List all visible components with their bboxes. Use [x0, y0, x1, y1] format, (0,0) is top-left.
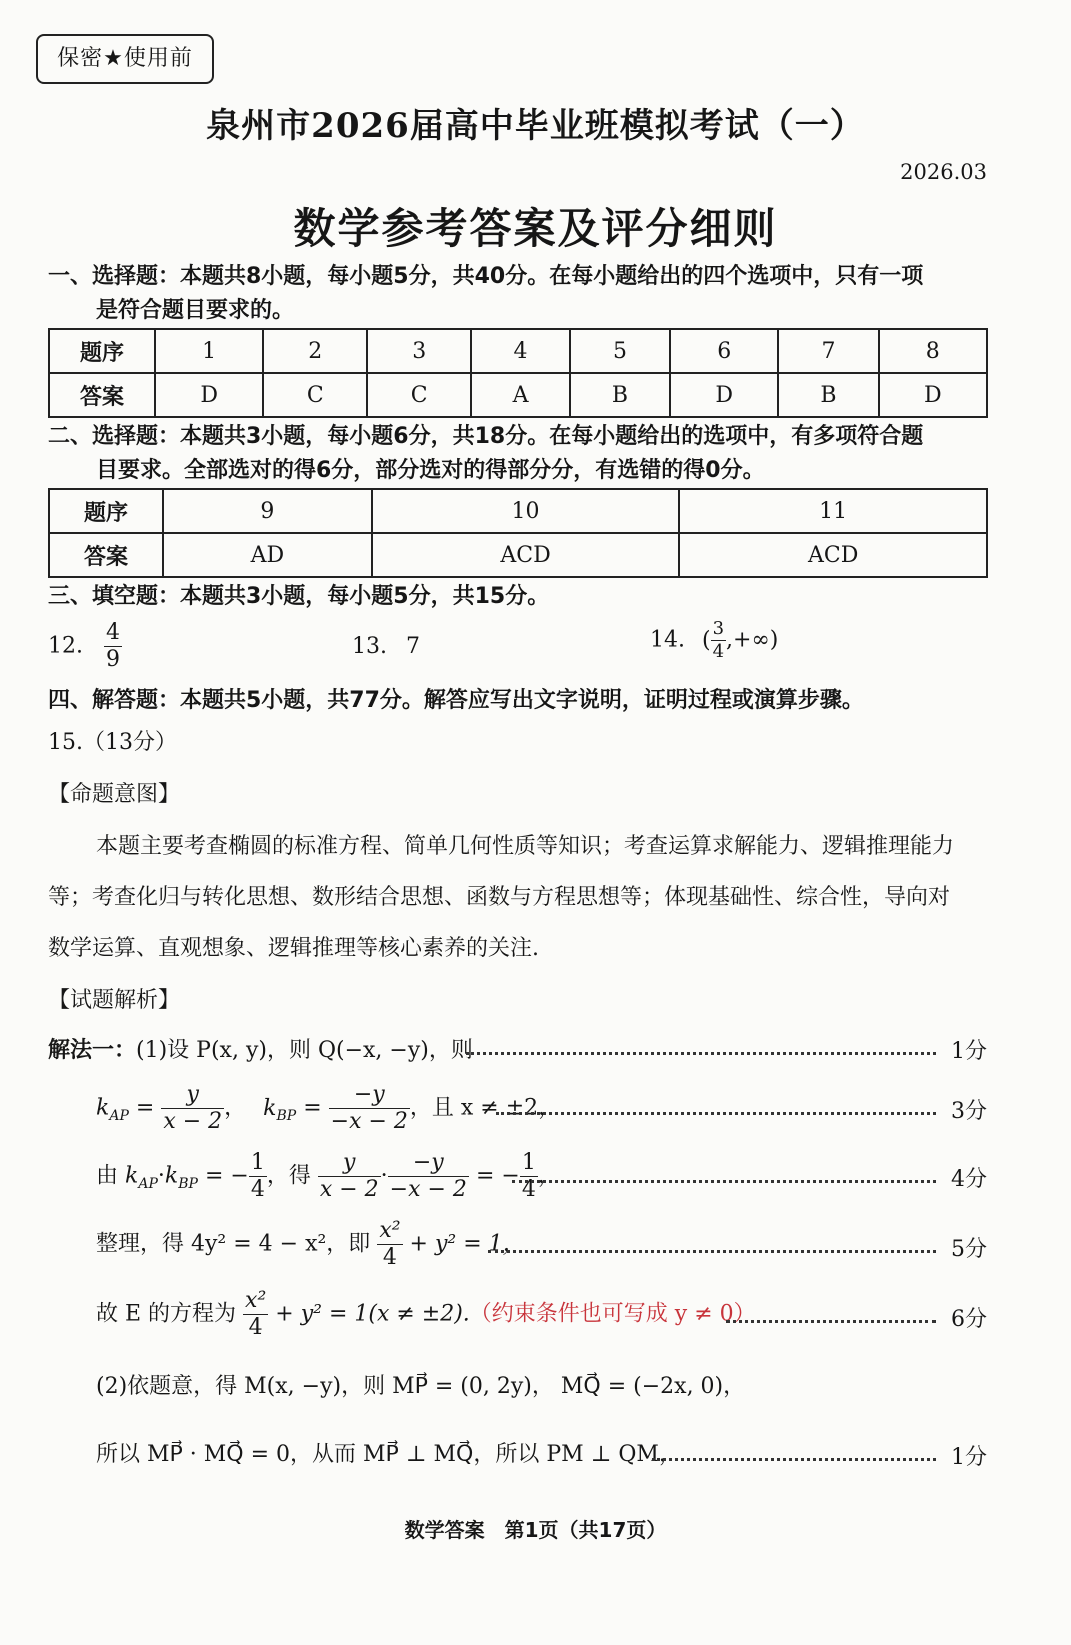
section1-answer-table — [48, 328, 988, 418]
question-number: 10 — [372, 489, 680, 533]
question-number: 9 — [163, 489, 372, 533]
numerator: y — [161, 1084, 224, 1109]
question-label: 12. — [48, 633, 83, 659]
question-number: 8 — [879, 329, 987, 373]
section1-line1: 一、选择题：本题共8小题，每小题5分，共40分。在每小题给出的四个选项中，只有一项 — [48, 264, 924, 289]
numerator: x² — [245, 1288, 267, 1313]
equals-sign: = − — [475, 1163, 520, 1189]
question-number: 1 — [155, 329, 263, 373]
solution-step-2: $k_{AP}$ = $\frac{y}{x - 2}$ ， $k_{BP}$ = $\frac{-y}{-x - 2}$ ，且 x ≠ ±2， — [96, 1082, 561, 1134]
numerator: x² — [379, 1218, 401, 1243]
numerator: 3 — [712, 618, 725, 639]
slope-fraction — [161, 1084, 224, 1133]
step-text: + y² = 1， — [409, 1231, 525, 1257]
solution-step-7: 所以 MP⃗ · MQ⃗ = 0，从而 MP⃗ ⊥ MQ⃗，所以 PM ⊥ QM， — [96, 1442, 681, 1467]
answer-cell: AD — [163, 533, 372, 577]
numerator: −y — [388, 1152, 469, 1177]
fraction — [318, 1152, 381, 1201]
question-15-label: 15.（13分） — [48, 730, 177, 755]
row-label-question: 题序 — [49, 329, 155, 373]
denominator: x − 2 — [319, 1177, 379, 1202]
slope-k: k — [164, 1163, 179, 1189]
dotted-leader — [488, 1250, 936, 1253]
page-footer: 数学答案 第1页（共17页） — [404, 1518, 667, 1542]
denominator: 4 — [248, 1315, 263, 1340]
slope-subscript: BP — [276, 1107, 297, 1124]
answer-value: 7 — [406, 634, 420, 659]
answer-cell: D — [670, 373, 778, 417]
answer-cell: D — [155, 373, 263, 417]
answer-fraction — [711, 620, 726, 661]
fraction — [377, 1220, 402, 1269]
question-number: 6 — [670, 329, 778, 373]
numerator: 1 — [250, 1150, 265, 1175]
interval-rest: ,+∞) — [726, 627, 779, 653]
answer-cell: C — [367, 373, 471, 417]
denominator: −x − 2 — [330, 1109, 408, 1134]
answer-cell: B — [778, 373, 878, 417]
step-text: 整理，得 4y² = 4 − x²，即 — [96, 1231, 371, 1257]
analysis-title: 【试题解析】 — [48, 988, 181, 1013]
intent-line: 本题主要考查椭圆的标准方程、简单几何性质等知识；考查运算求解能力、逻辑推理能力 — [96, 834, 955, 859]
question-number: 5 — [570, 329, 670, 373]
denominator: −x − 2 — [389, 1177, 467, 1202]
denominator: x − 2 — [163, 1109, 223, 1134]
slope-subscript: AP — [109, 1107, 129, 1124]
answer-cell: A — [471, 373, 570, 417]
slope-subscript: AP — [138, 1175, 158, 1192]
fraction — [520, 1152, 538, 1201]
step-text: ，得 — [266, 1163, 311, 1189]
section3-heading: 三、填空题：本题共3小题，每小题5分，共15分。 — [48, 584, 550, 609]
solution-step-4 — [96, 1220, 525, 1269]
interval-open: ( — [702, 627, 711, 653]
fraction — [388, 1152, 469, 1201]
red-note: （约束条件也可写成 y ≠ 0） — [469, 1301, 756, 1327]
section2-answer-table — [48, 488, 988, 578]
section2-line1: 二、选择题：本题共3小题，每小题6分，共18分。在每小题给出的选项中，有多项符合题 — [48, 424, 924, 449]
answer-cell: D — [879, 373, 987, 417]
score-label: 1分 — [951, 1445, 987, 1470]
solution-step-5 — [96, 1290, 756, 1339]
solution-label: 解法一： — [48, 1038, 137, 1063]
intent-title: 【命题意图】 — [48, 782, 181, 807]
score-label: 1分 — [951, 1039, 987, 1064]
step-text: 故 E 的方程为 — [96, 1301, 237, 1327]
solution-step-1 — [48, 1034, 473, 1068]
solution-step-3: 由 $k_{AP}\cdot k_{BP}$ = − $\frac{1}{4}$ ，得 $\frac{y}{x - 2}$ · $\frac{-y}{-x - 2}$ = − $\frac{1}{4}$ ， — [96, 1150, 560, 1202]
section4-heading: 四、解答题：本题共5小题，共77分。解答应写出文字说明，证明过程或演算步骤。 — [48, 688, 864, 713]
step-text: (1)设 P(x, y)，则 Q(−x, −y)，则 — [136, 1038, 473, 1063]
row-label-question: 题序 — [49, 489, 163, 533]
document-title: 数学参考答案及评分细则 — [293, 204, 778, 253]
denominator: 4 — [521, 1177, 536, 1202]
question-label: 14. — [650, 627, 685, 653]
table-row — [49, 373, 987, 417]
section2-heading — [48, 420, 988, 488]
step-text: ，且 x ≠ ±2， — [409, 1095, 561, 1121]
dotted-leader — [496, 1112, 936, 1115]
row-label-answer: 答案 — [49, 533, 163, 577]
fill-blank-12 — [48, 622, 122, 671]
confidential-label: 保密★使用前 — [36, 34, 214, 84]
denominator: 9 — [106, 647, 120, 672]
exam-title: 泉州市2026届高中毕业班模拟考试（一） — [206, 106, 865, 146]
answer-cell: ACD — [679, 533, 987, 577]
step-text: + y² = 1(x ≠ ±2). — [275, 1301, 470, 1327]
row-label-answer: 答案 — [49, 373, 155, 417]
intent-line: 等；考查化归与转化思想、数形结合思想、函数与方程思想等；体现基础性、综合性，导向对 — [48, 885, 951, 910]
slope-fraction — [329, 1084, 410, 1133]
question-number: 2 — [263, 329, 367, 373]
slope-k: k — [263, 1095, 277, 1121]
exam-date: 2026.03 — [900, 160, 987, 184]
section2-line2: 目要求。全部选对的得6分，部分选对的得部分分，有选错的得0分。 — [96, 458, 765, 483]
score-label: 5分 — [951, 1237, 987, 1262]
score-label: 6分 — [951, 1307, 987, 1332]
answer-cell: B — [570, 373, 670, 417]
section1-line2: 是符合题目要求的。 — [96, 298, 295, 323]
numerator: y — [318, 1152, 381, 1177]
denominator: 4 — [712, 641, 725, 662]
slope-k: k — [125, 1163, 139, 1189]
answer-cell: ACD — [372, 533, 680, 577]
table-row — [49, 533, 987, 577]
dotted-leader — [512, 1180, 936, 1183]
numerator: −y — [329, 1084, 410, 1109]
question-number: 7 — [778, 329, 878, 373]
fill-blank-13 — [352, 630, 420, 664]
numerator: 4 — [106, 620, 120, 645]
step-text: 由 — [96, 1163, 119, 1189]
fill-blank-14 — [650, 620, 778, 661]
solution-step-6: (2)依题意，得 M(x, −y)，则 MP⃗ = (0, 2y)， MQ⃗ = (−2x, 0)， — [96, 1374, 746, 1399]
question-number: 3 — [367, 329, 471, 373]
dotted-leader — [466, 1052, 936, 1055]
dotted-leader — [726, 1320, 936, 1323]
question-number: 11 — [679, 489, 987, 533]
score-label: 3分 — [951, 1099, 987, 1124]
denominator: 4 — [382, 1245, 397, 1270]
answer-fraction — [104, 622, 122, 671]
question-number: 4 — [471, 329, 570, 373]
numerator: 1 — [521, 1150, 536, 1175]
equals-sign: = − — [204, 1163, 249, 1189]
section1-heading — [48, 260, 988, 328]
intent-line: 数学运算、直观想象、逻辑推理等核心素养的关注. — [48, 936, 539, 961]
fraction — [243, 1290, 268, 1339]
table-row — [49, 489, 987, 533]
slope-k: k — [96, 1095, 110, 1121]
denominator: 4 — [250, 1177, 265, 1202]
dotted-leader — [652, 1458, 936, 1461]
slope-subscript: BP — [178, 1175, 198, 1192]
score-label: 4分 — [951, 1167, 987, 1192]
table-row — [49, 329, 987, 373]
fraction — [249, 1152, 267, 1201]
question-label: 13. — [352, 634, 387, 659]
answer-cell: C — [263, 373, 367, 417]
